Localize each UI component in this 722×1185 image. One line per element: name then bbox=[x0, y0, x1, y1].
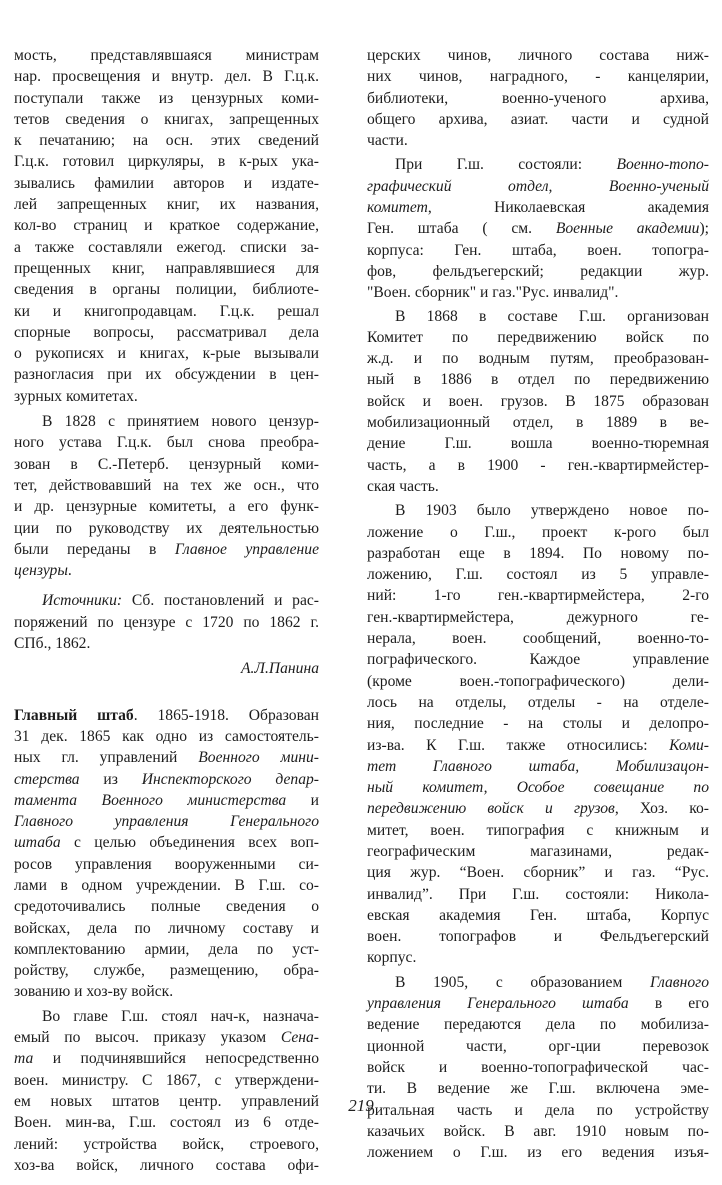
text-run: были переданы в bbox=[14, 540, 175, 558]
text-line: ген.-квартирмейстера, дежурного ге- bbox=[367, 608, 709, 626]
text-line: корпус. bbox=[367, 949, 417, 967]
text-line: воен. министру. С 1867, с утверждени- bbox=[14, 1071, 319, 1089]
text-run: и bbox=[286, 791, 319, 809]
paragraph-censorship-committee bbox=[14, 45, 319, 407]
cross-reference-link[interactable]: Главного bbox=[649, 973, 709, 991]
text-run: в его bbox=[628, 995, 709, 1013]
cross-reference-link[interactable]: графический отдел, Военно-ученый bbox=[367, 177, 709, 195]
text-line bbox=[367, 756, 709, 777]
text-line: 31 дек. 1865 как одно из самостоятель- bbox=[14, 727, 319, 745]
text-line: воен. топографов и Фельдъегерский bbox=[367, 928, 709, 946]
text-run: В 1905, с образованием bbox=[395, 973, 650, 991]
text-line: части. bbox=[367, 132, 408, 150]
text-line: тет, действовавший на тех же осн., что bbox=[14, 476, 319, 494]
text-run: с целью объединения всех воп- bbox=[60, 834, 319, 852]
cross-reference-link[interactable]: ный комитет, Особое совещание по bbox=[367, 779, 709, 797]
text-line: СПб., 1862. bbox=[14, 635, 91, 653]
text-line: лений: устройства войск, строевого, bbox=[14, 1135, 319, 1153]
author-signature: А.Л.Панина bbox=[240, 660, 319, 678]
text-line: В 1903 было утверждено новое по- bbox=[395, 502, 709, 520]
text-line bbox=[367, 777, 709, 798]
text-line: Г.ц.к. готовил циркуляры, в к-рых ука- bbox=[14, 153, 319, 171]
text-line: ния, последние - на столы и делопро- bbox=[367, 715, 709, 733]
text-line: инвалид”. При Г.ш. состояли: Никола- bbox=[367, 885, 709, 903]
cross-reference-link[interactable]: Инспекторского депар- bbox=[141, 770, 319, 788]
text-run: При Г.ш. состояли: bbox=[395, 156, 617, 174]
text-line bbox=[367, 993, 709, 1014]
text-line: ем новых штатов центр. управлений bbox=[14, 1092, 319, 1110]
cross-reference-link[interactable]: Военные академии bbox=[555, 220, 700, 238]
cross-reference-link[interactable]: Главное управление bbox=[174, 540, 319, 558]
text-line: ская часть. bbox=[367, 477, 439, 495]
text-line: лами в одном учреждении. В Г.ш. со- bbox=[14, 876, 319, 894]
text-line: лось на отделы, отделы - на отделе- bbox=[367, 693, 709, 711]
text-line bbox=[367, 972, 709, 993]
text-run: , Хоз. ко- bbox=[614, 800, 709, 818]
text-line: ция жур. “Воен. сборник” и газ. “Рус. bbox=[367, 864, 709, 882]
cross-reference-link[interactable]: передвижению войск и грузов bbox=[367, 800, 615, 818]
text-line bbox=[14, 560, 319, 581]
text-run: . bbox=[67, 562, 72, 580]
text-run: , Николаевская академия bbox=[427, 199, 709, 217]
text-line: зован в С.-Петерб. цензурный коми- bbox=[14, 455, 319, 473]
text-line: зованию и хоз-ву войск. bbox=[14, 983, 174, 1001]
text-line: разногласия при их обсуждении в цен- bbox=[14, 366, 319, 384]
sources-label: Источники: bbox=[42, 592, 123, 610]
text-run: . 1865-1918. Образован bbox=[133, 706, 319, 724]
text-line: кол-во страниц и краткое содержание, bbox=[14, 217, 319, 235]
sources-block bbox=[14, 590, 319, 654]
text-line bbox=[14, 747, 319, 768]
text-line: общего архива, азиат. части и судной bbox=[367, 110, 709, 128]
text-line: географическим магазинами, редак- bbox=[367, 842, 709, 860]
text-line: средоточивались полные сведения о bbox=[14, 898, 319, 916]
text-line bbox=[367, 798, 709, 819]
text-line: войск и воен. грузов. В 1875 образован bbox=[367, 392, 709, 410]
text-line: Воен. мин-ва, Г.ш. состоял из 6 отде- bbox=[14, 1114, 319, 1132]
text-line: "Воен. сборник" и газ."Рус. инвалид". bbox=[367, 284, 619, 302]
paragraph-1905 bbox=[367, 972, 709, 1164]
text-line: фов, фельдъегерский; редакции жур. bbox=[367, 262, 709, 280]
text-line bbox=[367, 218, 709, 239]
page-number: 219 bbox=[348, 1096, 374, 1115]
text-line: пографического. Каждое управление bbox=[367, 651, 709, 669]
text-line: В 1868 в составе Г.ш. организован bbox=[395, 307, 709, 325]
text-line: войск и военно-топографической час- bbox=[367, 1058, 709, 1076]
text-line: к печатанию; на осн. этих сведений bbox=[14, 132, 319, 150]
text-line: ведение передаются дела по мобилиза- bbox=[367, 1016, 709, 1034]
text-line: ройству, службе, размещению, обра- bbox=[14, 962, 319, 980]
text-line bbox=[367, 197, 709, 218]
paragraph-1828 bbox=[14, 411, 319, 581]
text-line: мость, представлявшаяся министрам bbox=[14, 47, 319, 64]
text-line: ложение о Г.ш., проект к-рого был bbox=[367, 523, 709, 541]
text-run: Сб. постановлений и рас- bbox=[122, 592, 319, 610]
paragraph-departments-cont bbox=[367, 45, 709, 151]
cross-reference-link[interactable]: штаба bbox=[14, 834, 61, 852]
text-line: (кроме воен.-топографического) дели- bbox=[367, 672, 709, 690]
cross-reference-link[interactable]: цензуры bbox=[14, 562, 68, 580]
text-run: и подчинявшийся непосредственно bbox=[33, 1050, 319, 1068]
text-line: ритальная часть и дела по устройству bbox=[367, 1101, 709, 1119]
paragraph-1903 bbox=[367, 500, 709, 969]
text-line bbox=[14, 811, 319, 832]
text-line: нар. просвещения и внутр. дел. В Г.ц.к. bbox=[14, 68, 319, 86]
cross-reference-link[interactable]: тет Главного штаба, Мобилизацон- bbox=[367, 757, 709, 775]
text-run: Ген. штаба ( см. bbox=[367, 220, 556, 238]
text-line: росов управления вооруженными си- bbox=[14, 855, 319, 873]
text-run: емый по высоч. приказу указом bbox=[14, 1029, 281, 1047]
text-line: спорные вопросы, рассматривал дела bbox=[14, 323, 319, 341]
cross-reference-link[interactable]: Военного мини- bbox=[198, 749, 319, 767]
cross-reference-link[interactable]: та bbox=[14, 1050, 34, 1068]
text-line: евская академия Ген. штаба, Корпус bbox=[367, 906, 709, 924]
text-line: нерала, воен. сообщений, военно-то- bbox=[367, 630, 709, 648]
text-line: мобилизационный отдел, в 1889 в ве- bbox=[367, 414, 709, 432]
text-line: ции по руководству их деятельностью bbox=[14, 519, 319, 537]
text-line: а также составляли ежегод. списки за- bbox=[14, 238, 319, 256]
text-line: дение Г.ш. вошла военно-тюремная bbox=[367, 435, 709, 453]
text-line: часть, а в 1900 - ген.-квартирмейстер- bbox=[367, 456, 709, 474]
text-line bbox=[14, 1048, 319, 1069]
text-line: ный в 1886 в отдел по передвижению bbox=[367, 371, 709, 389]
text-line: зурных комитетах. bbox=[14, 387, 138, 405]
cross-reference-link[interactable]: Военно-топо- bbox=[616, 156, 709, 174]
text-line bbox=[14, 590, 319, 611]
text-line bbox=[14, 705, 319, 726]
text-line: Комитет по передвижению войск по bbox=[367, 328, 709, 346]
paragraph-attached-bodies bbox=[367, 154, 709, 303]
cross-reference-link[interactable]: стерства bbox=[14, 770, 80, 788]
text-line: церских чинов, личного состава ниж- bbox=[367, 47, 709, 64]
text-line bbox=[14, 790, 319, 811]
text-run: ); bbox=[699, 220, 709, 238]
text-line: лей запрещенных книг, их названия, bbox=[14, 196, 319, 214]
text-line: разработан еще в 1894. По новому по- bbox=[367, 544, 709, 562]
text-line: ки и книгопродавцам. Г.ц.к. решал bbox=[14, 302, 319, 320]
cross-reference-link[interactable]: тамента Военного министерства bbox=[14, 791, 287, 809]
text-line: библиотеки, военно-ученого архива, bbox=[367, 89, 709, 107]
cross-reference-link[interactable]: Коми- bbox=[669, 736, 709, 754]
paragraph-1868 bbox=[367, 306, 709, 498]
text-line: ний: 1-го ген.-квартирмейстера, 2-го bbox=[367, 587, 709, 605]
text-line: них чинов, наградного, - канцелярии, bbox=[367, 68, 709, 86]
text-line: сведения в органы полиции, библиоте- bbox=[14, 281, 319, 299]
left-column bbox=[14, 45, 319, 1176]
text-line: митет, воен. типография с книжным и bbox=[367, 821, 709, 839]
text-line: поряжений по цензуре с 1720 по 1862 г. bbox=[14, 613, 319, 631]
text-line: Во главе Г.ш. стоял нач-к, назнача- bbox=[42, 1007, 319, 1025]
text-line: прещенных книг, направлявшиеся для bbox=[14, 259, 319, 277]
text-run: из-ва. К Г.ш. также относились: bbox=[367, 736, 670, 754]
entry-headword: Главный штаб bbox=[14, 706, 134, 724]
text-line: казачьих войск. В авг. 1910 новым по- bbox=[367, 1122, 709, 1140]
text-line: хоз-ва войск, личного состава офи- bbox=[14, 1156, 319, 1174]
text-line bbox=[367, 176, 709, 197]
text-line: В 1828 с принятием нового цензур- bbox=[42, 413, 319, 431]
text-line: и др. цензурные комитеты, а его функ- bbox=[14, 498, 319, 516]
text-run: из bbox=[79, 770, 142, 788]
text-line: ционной части, орг-ции перевозок bbox=[367, 1037, 709, 1055]
text-line: тетов сведения о книгах, запрещенных bbox=[14, 110, 319, 128]
text-line bbox=[14, 1027, 319, 1048]
text-line: корпуса: Ген. штаба, воен. топогра- bbox=[367, 241, 709, 259]
text-line bbox=[367, 154, 709, 175]
cross-reference-link[interactable]: Главного управления Генерального bbox=[14, 813, 319, 831]
text-line: ложением о Г.ш. из его ведения изъя- bbox=[367, 1144, 709, 1162]
text-line: ного устава Г.ц.к. был снова преобра- bbox=[14, 434, 319, 452]
text-line bbox=[14, 832, 319, 853]
text-line: ж.д. и по водным путям, преобразован- bbox=[367, 350, 709, 368]
text-line bbox=[14, 769, 319, 790]
text-line bbox=[14, 539, 319, 560]
text-line bbox=[367, 735, 709, 756]
entry-general-staff bbox=[14, 705, 319, 1003]
right-column bbox=[367, 45, 709, 1163]
paragraph-head-of-staff bbox=[14, 1006, 319, 1176]
text-line: ти. В ведение же Г.ш. включена эме- bbox=[367, 1080, 709, 1098]
text-line: зывались фамилии авторов и издате- bbox=[14, 174, 319, 192]
cross-reference-link[interactable]: Сена- bbox=[280, 1029, 319, 1047]
text-line: поступали также из цензурных коми- bbox=[14, 89, 319, 107]
text-run: ных гл. управлений bbox=[14, 749, 199, 767]
cross-reference-link[interactable]: управления Генерального штаба bbox=[367, 995, 629, 1013]
text-line: ложению, Г.ш. состоял из 5 управле- bbox=[367, 566, 709, 584]
text-line: о рукописях и книгах, к-рые вызывали bbox=[14, 345, 319, 363]
text-line: комплектованию армии, дела по уст- bbox=[14, 940, 319, 958]
cross-reference-link[interactable]: комитет bbox=[367, 199, 428, 217]
text-line: войсках, дела по личному составу и bbox=[14, 919, 319, 937]
